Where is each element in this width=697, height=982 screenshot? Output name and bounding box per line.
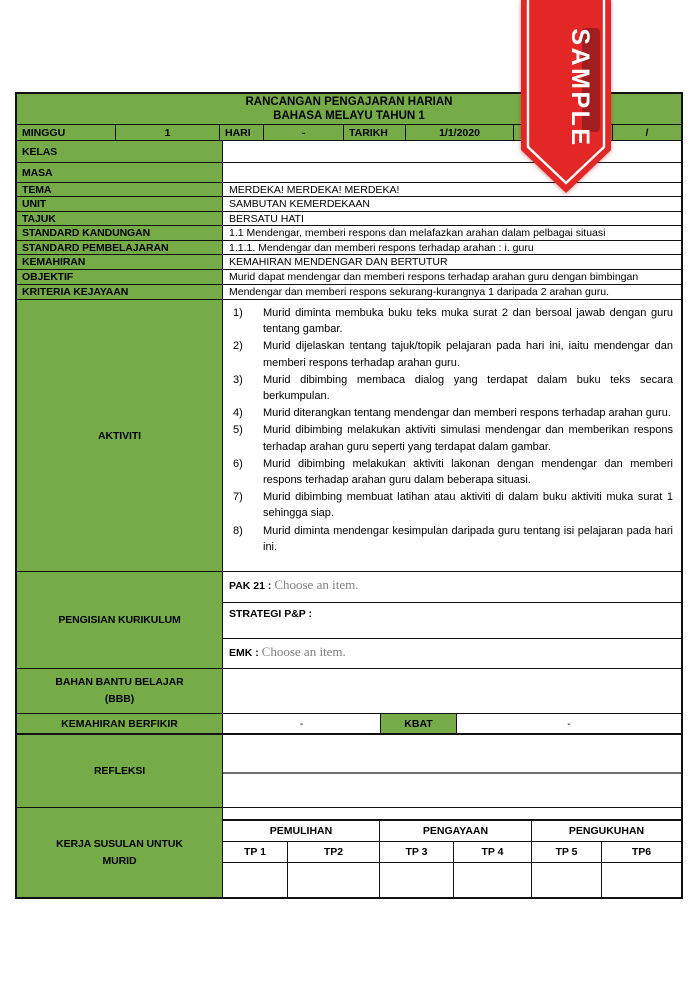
bbb-label bbox=[17, 669, 223, 713]
row-standard-pembelajaran bbox=[17, 241, 681, 255]
refleksi-content bbox=[223, 735, 681, 807]
tp4-cell bbox=[454, 863, 532, 897]
refleksi-line-1 bbox=[223, 735, 681, 774]
item-number: 3) bbox=[233, 373, 243, 386]
tp5-header: TP 5 bbox=[532, 842, 602, 862]
row-refleksi bbox=[17, 735, 681, 808]
tarikh-value: 1/1/2020 bbox=[406, 125, 514, 140]
pak21-row bbox=[223, 572, 681, 603]
item-text: Murid dibimbing melakukan aktiviti lakonan dengan mendengar dan memberi respons terhadap arahan guru dalam beberapa situasi. bbox=[263, 457, 673, 487]
aktiviti-item bbox=[233, 305, 673, 337]
tarikh-label: TARIKH bbox=[344, 125, 406, 140]
pak21-dropdown-placeholder[interactable]: Choose an item. bbox=[274, 577, 359, 592]
item-text: Murid diminta mendengar kesimpulan daripada guru tentang isi pelajaran pada hari ini. bbox=[263, 524, 673, 553]
group-pemulihan: PEMULIHAN bbox=[223, 821, 380, 841]
bbb-label-line1: BAHAN BANTU BELAJAR bbox=[55, 676, 184, 688]
item-text: Murid diterangkan tentang mendengar dan memberi respons terhadap arahan guru. bbox=[263, 407, 671, 420]
aktiviti-label: AKTIVITI bbox=[17, 300, 223, 571]
item-number: 6) bbox=[233, 457, 243, 470]
row-kemahiran bbox=[17, 255, 681, 270]
row-value: 1.1 Mendengar, memberi respons dan melafazkan arahan dalam pelbagai situasi bbox=[229, 227, 606, 239]
row-bahan-bantu-belajar bbox=[17, 669, 681, 714]
tp4-header: TP 4 bbox=[454, 842, 532, 862]
ribbon-label: SAMPLE bbox=[566, 28, 594, 148]
tp6-cell bbox=[602, 863, 681, 897]
item-text: Murid dibimbing melakukan aktiviti simulasi mendengar dan memberikan respons terhadap arahan guru seperti yang terdapat dalam gambar. bbox=[263, 424, 673, 453]
pengisian-content bbox=[223, 572, 681, 668]
item-number: 5) bbox=[233, 424, 243, 437]
row-kerja-susulan bbox=[17, 808, 681, 897]
item-text: Murid diminta membuka buku teks muka surat 2 dan bersoal jawab dengan guru tentang gambar. bbox=[263, 307, 673, 336]
tp5-cell bbox=[532, 863, 602, 897]
kerja-susulan-empty-top bbox=[223, 808, 681, 821]
strategi-label: STRATEGI P&P : bbox=[229, 608, 313, 620]
kemahiran-berfikir-value: - bbox=[223, 714, 381, 733]
kerja-susulan-label bbox=[17, 808, 223, 897]
row-value: BERSATU HATI bbox=[229, 212, 304, 225]
kerja-susulan-label-line2: MURID bbox=[102, 854, 137, 867]
extra-value: / bbox=[645, 126, 649, 139]
pak21-label: PAK 21 : bbox=[229, 580, 272, 592]
pengisian-label: PENGISIAN KURIKULUM bbox=[17, 572, 223, 668]
row-value: Mendengar dan memberi respons sekurang-kurangnya 1 daripada 2 arahan guru. bbox=[229, 286, 609, 298]
row-pengisian-kurikulum bbox=[17, 572, 681, 669]
row-kriteria-kejayaan bbox=[17, 285, 681, 300]
aktiviti-item bbox=[233, 523, 673, 555]
item-number: 7) bbox=[233, 491, 243, 504]
row-value bbox=[223, 163, 681, 182]
refleksi-line-2 bbox=[223, 774, 681, 807]
item-number: 2) bbox=[233, 340, 243, 353]
row-label: OBJEKTIF bbox=[17, 270, 223, 284]
aktiviti-item bbox=[233, 405, 673, 421]
row-tajuk bbox=[17, 212, 681, 226]
item-text: Murid dibimbing membuat latihan atau aktiviti di dalam buku aktiviti muka surat 1 sehingga siap. bbox=[263, 491, 673, 520]
row-label: KEMAHIRAN bbox=[17, 255, 223, 269]
tp2-cell bbox=[288, 863, 380, 897]
aktiviti-item bbox=[233, 456, 673, 488]
row-label: UNIT bbox=[17, 197, 223, 211]
row-unit bbox=[17, 197, 681, 212]
aktiviti-item bbox=[233, 338, 673, 370]
row-label: TAJUK bbox=[17, 212, 223, 225]
kemahiran-berfikir-label: KEMAHIRAN BERFIKIR bbox=[17, 714, 223, 733]
bbb-label-line2: (BBB) bbox=[104, 693, 135, 705]
title-line-1: RANCANGAN PENGAJARAN HARIAN bbox=[245, 96, 453, 108]
row-label: MASA bbox=[17, 163, 223, 182]
row-label: KELAS bbox=[17, 141, 223, 162]
row-label: STANDARD KANDUNGAN bbox=[17, 226, 223, 240]
row-label: TEMA bbox=[17, 183, 223, 196]
item-text: Murid dijelaskan tentang tajuk/topik pelajaran pada hari ini, iaitu mendengar dan memberi respons terhadap arahan guru. bbox=[263, 340, 673, 369]
aktiviti-item bbox=[233, 489, 673, 521]
row-objektif bbox=[17, 270, 681, 285]
aktiviti-item bbox=[233, 372, 673, 404]
refleksi-label: REFLEKSI bbox=[17, 735, 223, 807]
group-pengayaan: PENGAYAAN bbox=[380, 821, 532, 841]
row-label: STANDARD PEMBELAJARAN bbox=[17, 241, 223, 254]
aktiviti-list bbox=[223, 300, 681, 571]
minggu-value: 1 bbox=[116, 125, 220, 140]
row-label: KRITERIA KEJAYAAN bbox=[17, 285, 223, 299]
kerja-susulan-group-header bbox=[223, 821, 681, 842]
tp1-cell bbox=[223, 863, 288, 897]
row-kemahiran-berfikir bbox=[17, 714, 681, 735]
kerja-susulan-tp-header bbox=[223, 842, 681, 863]
row-value: SAMBUTAN KEMERDEKAAN bbox=[229, 198, 370, 210]
tp2-header: TP2 bbox=[288, 842, 380, 862]
kbat-value: - bbox=[567, 717, 571, 730]
emk-dropdown-placeholder[interactable]: Choose an item. bbox=[261, 644, 346, 659]
group-pengukuhan: PENGUKUHAN bbox=[568, 825, 645, 837]
row-value: MERDEKA! MERDEKA! MERDEKA! bbox=[229, 183, 400, 196]
kerja-susulan-label-line1: KERJA SUSULAN UNTUK bbox=[56, 837, 183, 850]
item-number: 1) bbox=[233, 307, 243, 319]
tp3-cell bbox=[380, 863, 454, 897]
row-standard-kandungan bbox=[17, 226, 681, 241]
item-number: 4) bbox=[233, 407, 243, 420]
item-number: 8) bbox=[233, 524, 243, 537]
strategi-row bbox=[223, 603, 681, 639]
lesson-plan-table bbox=[15, 92, 683, 899]
sample-ribbon bbox=[520, 0, 612, 196]
kerja-susulan-empty-cells bbox=[223, 863, 681, 897]
row-value: Murid dapat mendengar dan memberi respons terhadap arahan guru dengan bimbingan bbox=[229, 271, 639, 283]
item-text: Murid dibimbing membaca dialog yang terdapat dalam buku teks secara berkumpulan. bbox=[263, 373, 673, 403]
kerja-susulan-grid bbox=[223, 808, 681, 897]
tp6-header: TP6 bbox=[631, 846, 652, 858]
tp3-header: TP 3 bbox=[380, 842, 454, 862]
row-value bbox=[223, 141, 681, 162]
emk-row bbox=[223, 639, 681, 668]
hari-value: - bbox=[264, 125, 344, 140]
aktiviti-item bbox=[233, 422, 673, 454]
minggu-label: MINGGU bbox=[17, 125, 116, 140]
row-value: 1.1.1. Mendengar dan memberi respons terhadap arahan : i. guru bbox=[229, 241, 534, 254]
kbat-label: KBAT bbox=[381, 714, 457, 733]
title-line-2: BAHASA MELAYU TAHUN 1 bbox=[273, 110, 425, 122]
tp1-header: TP 1 bbox=[223, 842, 288, 862]
hari-label: HARI bbox=[220, 125, 264, 140]
emk-label: EMK : bbox=[229, 647, 259, 659]
row-aktiviti bbox=[17, 300, 681, 572]
row-value: KEMAHIRAN MENDENGAR DAN BERTUTUR bbox=[229, 256, 448, 268]
bbb-value bbox=[223, 669, 681, 713]
